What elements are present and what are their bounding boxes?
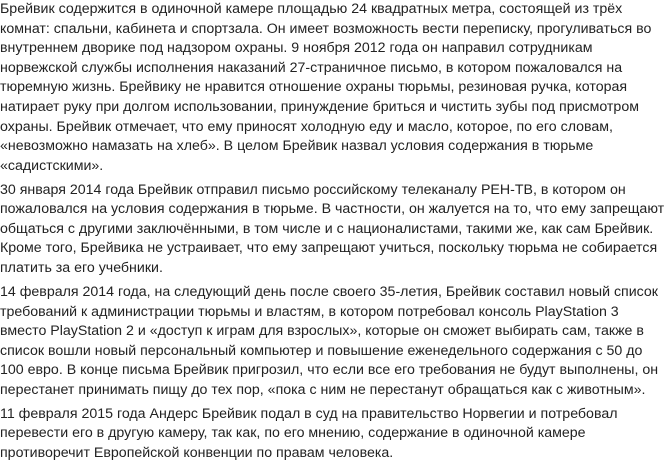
text-line: норвежской службы исполнения наказаний 27-страничное письмо, в котором пожаловался на <box>0 59 623 76</box>
text-line: внутреннем дворике под надзором охраны. 9 ноября 2012 года он направил сотрудникам <box>0 40 593 57</box>
paragraph-ren-tv-letter <box>0 181 664 279</box>
text-line: перестанет принимать пищу до тех пор, «пока с ним не перестанут обращаться как с животным». <box>0 381 646 398</box>
text-line: список вошли новый персональный компьютер и повышение еженедельного содержания с 50 до <box>0 342 643 359</box>
text-line: 100 евро. В конце письма Брейвик пригрозил, что если все его требования не будут выполнены, он <box>0 362 659 379</box>
text-line: пожаловался на условия содержания в тюрьме. В частности, он жалуется на то, что ему запрещают <box>0 201 664 218</box>
text-line: охраны. Брейвик отмечает, что ему приносят холодную еду и масло, которое, по его словам, <box>0 118 613 135</box>
text-line: 30 января 2014 года Брейвик отправил письмо российскому телеканалу РЕН-ТВ, в котором он <box>0 181 626 198</box>
text-line: «садистскими». <box>0 157 104 174</box>
text-line: «невозможно намазать на хлеб». В целом Брейвик назвал условия содержания в тюрьме <box>0 138 594 155</box>
text-line: требований к администрации тюрьмы и властям, в котором потребовал консоль PlayStation 3 <box>0 303 619 320</box>
text-line: общаться с другими заключёнными, в том числе и с националистами, такими же, как сам Брейвик. <box>0 220 654 237</box>
paragraph-lawsuit <box>0 405 627 464</box>
text-line: Кроме того, Брейвика не устраивает, что ему запрещают учиться, поскольку тюрьма не собирается <box>0 240 658 257</box>
text-line: противоречит Европейской конвенции по правам человека. <box>0 444 394 461</box>
paragraph-demands <box>0 283 659 401</box>
text-line: платить за его учебники. <box>0 260 163 277</box>
text-line: 14 февраля 2014 года, на следующий день после своего 35-летия, Брейвик составил новый список <box>0 283 659 300</box>
text-line: вместо PlayStation 2 и «доступ к играм для взрослых», которые он сможет выбирать сам, также в <box>0 323 644 340</box>
text-line: комнат: спальни, кабинета и спортзала. Он имеет возможность вести переписку, прогуливаться во <box>0 20 652 37</box>
text-line: перевести его в другую камеру, так как, по его мнению, содержание в одиночной камере <box>0 425 586 442</box>
paragraph-conditions <box>0 0 652 176</box>
text-line: тюремную жизнь. Брейвику не нравится отношение охраны тюрьмы, резиновая ручка, которая <box>0 79 628 96</box>
text-line: 11 февраля 2015 года Андерс Брейвик подал в суд на правительство Норвегии и потребовал <box>0 405 618 422</box>
text-line: натирает руку при долгом использовании, принуждение бриться и чистить зубы под присмотром <box>0 98 639 115</box>
text-line: Брейвик содержится в одиночной камере площадью 24 квадратных метра, состоящей из трёх <box>0 1 623 17</box>
